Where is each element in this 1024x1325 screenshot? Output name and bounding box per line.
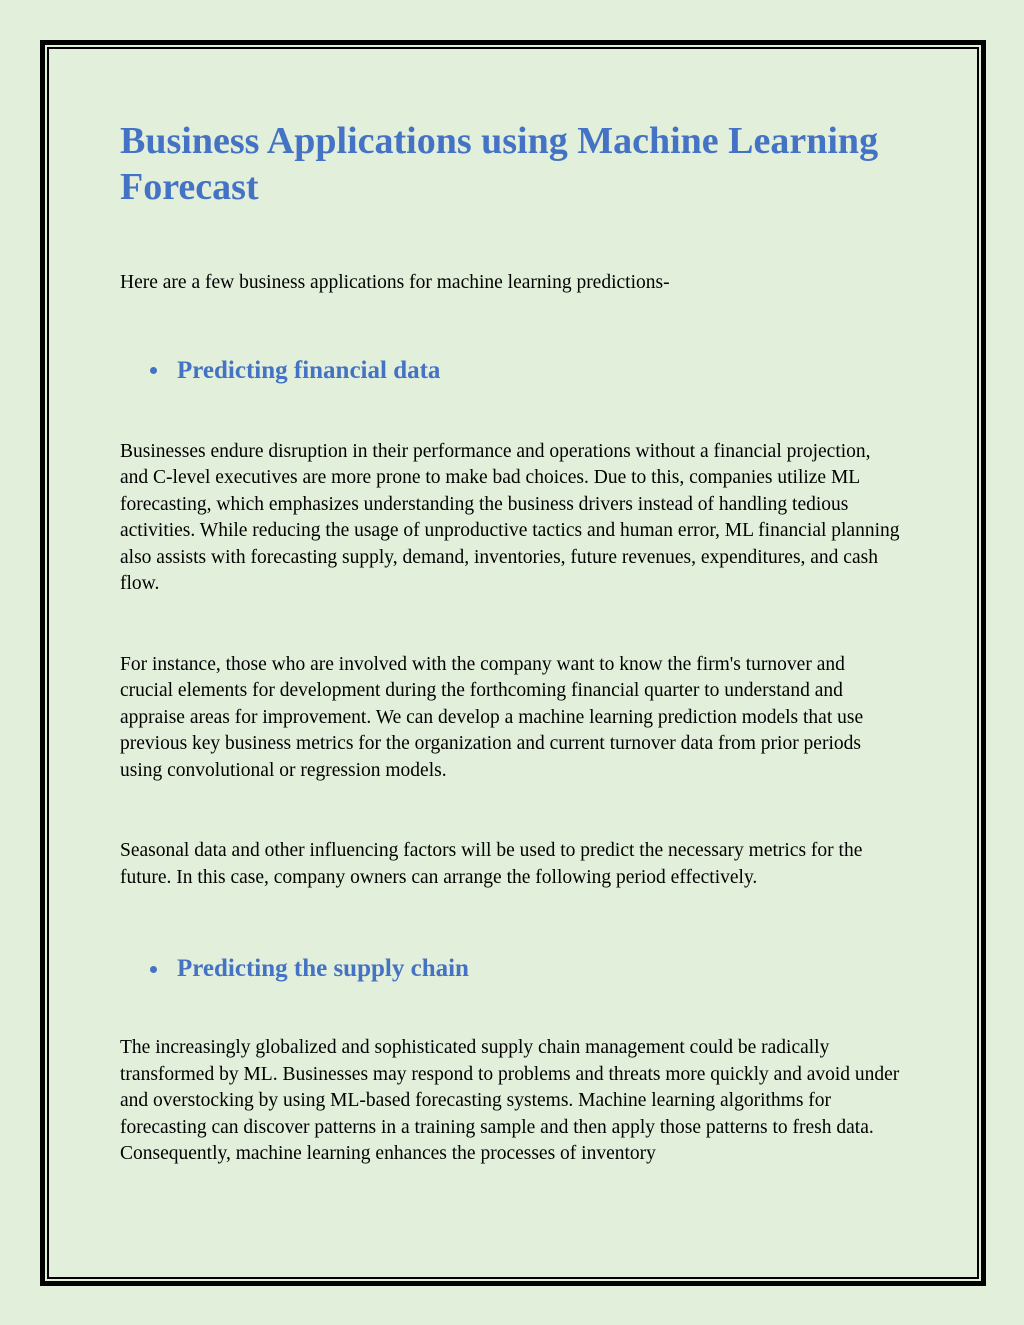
section-heading-label: Predicting the supply chain xyxy=(177,955,469,982)
section-heading-supply-chain xyxy=(120,953,900,985)
financial-paragraph-2: For instance, those who are involved with the company want to know the firm's turnover and crucial elements for development during the forthcoming financial quarter to understand and appraise areas for improvement. We can develop a machine learning prediction models that use previous key business metrics for the organization and current turnover data from prior periods using convolutional or regression models. xyxy=(120,653,864,781)
bullet-icon xyxy=(150,966,157,973)
document-content xyxy=(120,118,900,1168)
intro-paragraph: Here are a few business applications for machine learning predictions- xyxy=(120,272,670,293)
bullet-icon xyxy=(150,367,157,374)
document-title: Business Applications using Machine Learning Forecast xyxy=(120,120,879,208)
financial-paragraph-3: Seasonal data and other influencing factors will be used to predict the necessary metrics for the future. In this case, company owners can arrange the following period effectively. xyxy=(120,840,863,888)
section-heading-label: Predicting financial data xyxy=(177,356,441,384)
financial-paragraph-1: Businesses endure disruption in their performance and operations without a financial projection, and C-level executives are more prone to make bad choices. Due to this, companies utilize ML forecasting, which emphasizes understanding the business drivers instead of handling tedious activities. While reducing the usage of unproductive tactics and human error, ML financial planning also assists with forecasting supply, demand, inventories, future revenues, expenditures, and cash flow. xyxy=(120,440,900,594)
supply-chain-paragraph-1: The increasingly globalized and sophisticated supply chain management could be radically transformed by ML. Businesses may respond to problems and threats more quickly and avoid under and overstocking by using ML-based forecasting systems. Machine learning algorithms for forecasting can discover patterns in a training sample and then apply those patterns to fresh data. Consequently, machine learning enhances the processes of inventory xyxy=(120,1037,900,1164)
section-heading-financial xyxy=(120,355,900,387)
